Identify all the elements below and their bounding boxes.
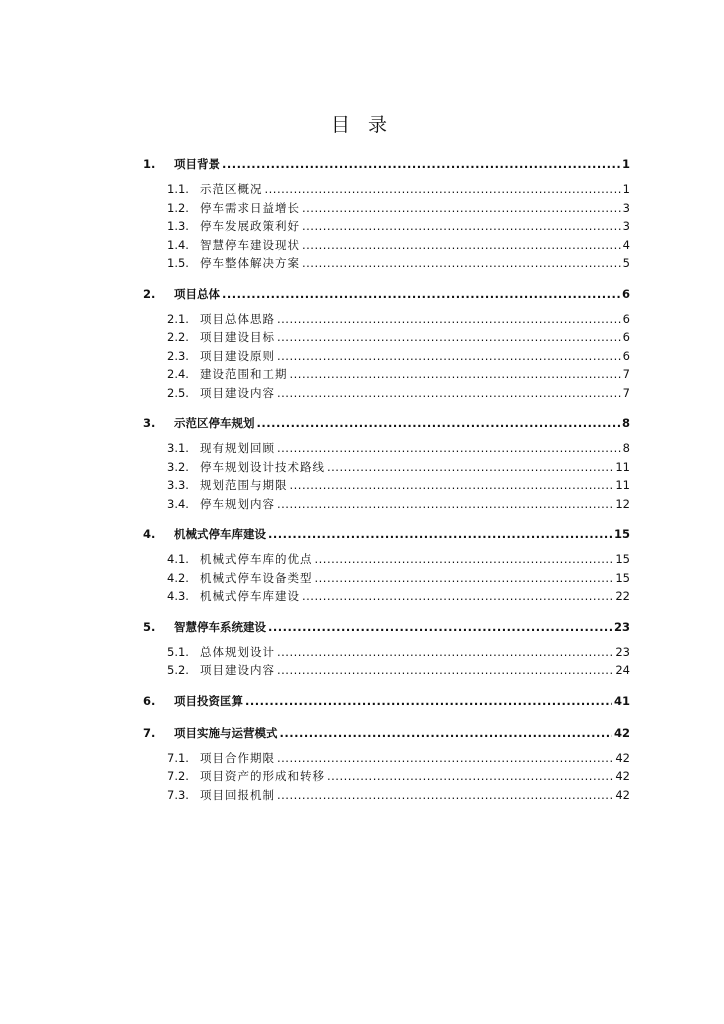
- subsection-page-number: 24: [615, 663, 630, 677]
- subsection-number: 7.1.: [167, 750, 189, 765]
- subsection-title: 机械式停车库的优点: [200, 552, 313, 566]
- subsection-title: 停车整体解决方案: [200, 256, 300, 270]
- toc-section-4[interactable]: [143, 523, 630, 545]
- section-number: 5.: [143, 619, 156, 634]
- subsection-page-number: 23: [615, 644, 630, 659]
- dot-leader: [277, 328, 621, 347]
- subsection-title: 项目总体思路: [200, 311, 275, 326]
- subsection-number: 2.3.: [167, 348, 189, 363]
- subsection-number: 5.2.: [167, 663, 189, 677]
- subsection-number: 4.3.: [167, 589, 189, 603]
- subsection-title: 建设范围和工期: [200, 367, 288, 381]
- dot-leader: [277, 661, 613, 680]
- subsection-page-number: 8: [622, 441, 630, 455]
- dot-leader: [277, 495, 613, 514]
- dot-leader: [268, 523, 612, 545]
- dot-leader: [280, 722, 612, 744]
- dot-leader: [277, 439, 621, 458]
- toc-section-1[interactable]: [143, 153, 630, 175]
- subsection-number: 4.1.: [167, 552, 189, 566]
- section-number: 1.: [143, 157, 156, 171]
- subsection-number: 2.1.: [167, 311, 189, 326]
- subsection-number: 5.1.: [167, 644, 189, 659]
- subsection-page-number: 42: [615, 769, 630, 783]
- subsection-page-number: 11: [615, 459, 630, 474]
- subsection-page-number: 7: [622, 385, 630, 400]
- toc-subsection-2-3[interactable]: [143, 347, 630, 366]
- subsection-title: 项目建设目标: [200, 330, 275, 344]
- subsection-page-number: 15: [615, 570, 630, 585]
- subsection-title: 现有规划回顾: [200, 441, 275, 455]
- section-page-number: 23: [613, 619, 630, 634]
- dot-leader: [277, 643, 613, 662]
- toc-subsection-5-2[interactable]: [143, 661, 630, 680]
- subsection-page-number: 42: [615, 787, 630, 802]
- section-title: 项目投资匡算: [174, 693, 243, 708]
- subsection-title: 停车规划设计技术路线: [200, 459, 325, 474]
- dot-leader: [315, 569, 614, 588]
- toc-subsection-1-3[interactable]: [143, 217, 630, 236]
- section-title: 项目实施与运营模式: [174, 725, 278, 740]
- toc-section-3[interactable]: [143, 412, 630, 434]
- subsection-title: 项目资产的形成和转移: [200, 769, 325, 783]
- section-number: 6.: [143, 693, 156, 708]
- dot-leader: [290, 365, 621, 384]
- subsection-title: 停车需求日益增长: [200, 200, 300, 215]
- subsection-page-number: 4: [622, 237, 630, 252]
- toc-subsection-7-3[interactable]: [143, 786, 630, 805]
- section-title: 智慧停车系统建设: [174, 619, 266, 634]
- toc-subsection-2-5[interactable]: [143, 384, 630, 403]
- section-page-number: 1: [621, 157, 630, 171]
- subsection-number: 7.2.: [167, 769, 189, 783]
- section-number: 4.: [143, 527, 156, 541]
- section-number: 7.: [143, 725, 156, 740]
- section-title: 项目背景: [174, 157, 220, 171]
- subsection-page-number: 42: [615, 750, 630, 765]
- section-page-number: 8: [621, 416, 630, 430]
- subsection-title: 智慧停车建设现状: [200, 237, 300, 252]
- toc-subsection-4-2[interactable]: [143, 569, 630, 588]
- dot-leader: [277, 384, 621, 403]
- dot-leader: [302, 217, 621, 236]
- toc-subsection-7-2[interactable]: [143, 767, 630, 786]
- subsection-number: 1.2.: [167, 200, 189, 215]
- subsection-number: 2.5.: [167, 385, 189, 400]
- section-page-number: 15: [613, 527, 630, 541]
- subsection-page-number: 1: [622, 182, 630, 196]
- dot-leader: [265, 180, 621, 199]
- subsection-page-number: 7: [622, 367, 630, 381]
- subsection-title: 项目建设原则: [200, 348, 275, 363]
- subsection-number: 2.2.: [167, 330, 189, 344]
- toc-subsection-group: [143, 550, 630, 606]
- section-number: 3.: [143, 416, 156, 430]
- dot-leader: [277, 310, 621, 329]
- toc-title: 目 录: [330, 114, 394, 136]
- toc-subsection-group: [143, 643, 630, 680]
- toc-subsection-7-1[interactable]: [143, 749, 630, 768]
- dot-leader: [302, 254, 621, 273]
- dot-leader: [257, 412, 620, 434]
- table-of-contents: [143, 153, 630, 804]
- subsection-title: 项目合作期限: [200, 750, 275, 765]
- subsection-title: 项目建设内容: [200, 663, 275, 677]
- toc-subsection-group: [143, 310, 630, 403]
- subsection-title: 示范区概况: [200, 182, 263, 196]
- toc-subsection-2-4[interactable]: [143, 365, 630, 384]
- subsection-number: 3.2.: [167, 459, 189, 474]
- subsection-number: 7.3.: [167, 787, 189, 802]
- toc-subsection-3-1[interactable]: [143, 439, 630, 458]
- dot-leader: [222, 283, 620, 305]
- dot-leader: [315, 550, 614, 569]
- toc-section-5[interactable]: [143, 616, 630, 638]
- subsection-number: 1.1.: [167, 182, 189, 196]
- toc-subsection-3-4[interactable]: [143, 495, 630, 514]
- toc-subsection-group: [143, 749, 630, 805]
- subsection-number: 3.3.: [167, 478, 189, 492]
- toc-subsection-2-2[interactable]: [143, 328, 630, 347]
- subsection-page-number: 6: [622, 330, 630, 344]
- section-title: 项目总体: [174, 286, 220, 301]
- toc-subsection-group: [143, 439, 630, 513]
- section-title: 示范区停车规划: [174, 416, 255, 430]
- dot-leader: [302, 199, 621, 218]
- toc-subsection-group: [143, 180, 630, 273]
- subsection-page-number: 22: [615, 589, 630, 603]
- subsection-page-number: 15: [615, 552, 630, 566]
- toc-section-2[interactable]: [143, 283, 630, 305]
- subsection-number: 3.1.: [167, 441, 189, 455]
- subsection-number: 3.4.: [167, 496, 189, 511]
- subsection-title: 停车规划内容: [200, 496, 275, 511]
- toc-subsection-3-2[interactable]: [143, 458, 630, 477]
- subsection-page-number: 6: [622, 311, 630, 326]
- subsection-title: 机械式停车库建设: [200, 589, 300, 603]
- toc-subsection-4-1[interactable]: [143, 550, 630, 569]
- subsection-page-number: 6: [622, 348, 630, 363]
- subsection-title: 机械式停车设备类型: [200, 570, 313, 585]
- subsection-number: 1.5.: [167, 256, 189, 270]
- section-page-number: 42: [613, 725, 630, 740]
- dot-leader: [222, 153, 620, 175]
- subsection-number: 1.4.: [167, 237, 189, 252]
- toc-subsection-5-1[interactable]: [143, 643, 630, 662]
- subsection-page-number: 3: [622, 200, 630, 215]
- subsection-number: 2.4.: [167, 367, 189, 381]
- toc-subsection-1-5[interactable]: [143, 254, 630, 273]
- dot-leader: [290, 476, 614, 495]
- dot-leader: [277, 347, 621, 366]
- toc-subsection-1-2[interactable]: [143, 199, 630, 218]
- subsection-page-number: 11: [615, 478, 630, 492]
- toc-subsection-2-1[interactable]: [143, 310, 630, 329]
- subsection-number: 1.3.: [167, 219, 189, 233]
- dot-leader: [327, 767, 613, 786]
- toc-subsection-4-3[interactable]: [143, 587, 630, 606]
- subsection-title: 项目建设内容: [200, 385, 275, 400]
- section-page-number: 6: [621, 286, 630, 301]
- toc-section-7[interactable]: [143, 722, 630, 744]
- subsection-title: 项目回报机制: [200, 787, 275, 802]
- dot-leader: [302, 587, 613, 606]
- subsection-number: 4.2.: [167, 570, 189, 585]
- subsection-title: 总体规划设计: [200, 644, 275, 659]
- toc-subsection-3-3[interactable]: [143, 476, 630, 495]
- dot-leader: [268, 616, 612, 638]
- section-number: 2.: [143, 286, 156, 301]
- dot-leader: [327, 458, 613, 477]
- toc-section-6[interactable]: [143, 690, 630, 712]
- toc-subsection-1-1[interactable]: [143, 180, 630, 199]
- section-title: 机械式停车库建设: [174, 527, 266, 541]
- toc-subsection-1-4[interactable]: [143, 236, 630, 255]
- subsection-page-number: 5: [622, 256, 630, 270]
- subsection-page-number: 12: [615, 496, 630, 511]
- dot-leader: [302, 236, 621, 255]
- section-page-number: 41: [613, 693, 630, 708]
- subsection-title: 规划范围与期限: [200, 478, 288, 492]
- dot-leader: [277, 749, 613, 768]
- subsection-page-number: 3: [622, 219, 630, 233]
- dot-leader: [245, 690, 612, 712]
- subsection-title: 停车发展政策利好: [200, 219, 300, 233]
- dot-leader: [277, 786, 613, 805]
